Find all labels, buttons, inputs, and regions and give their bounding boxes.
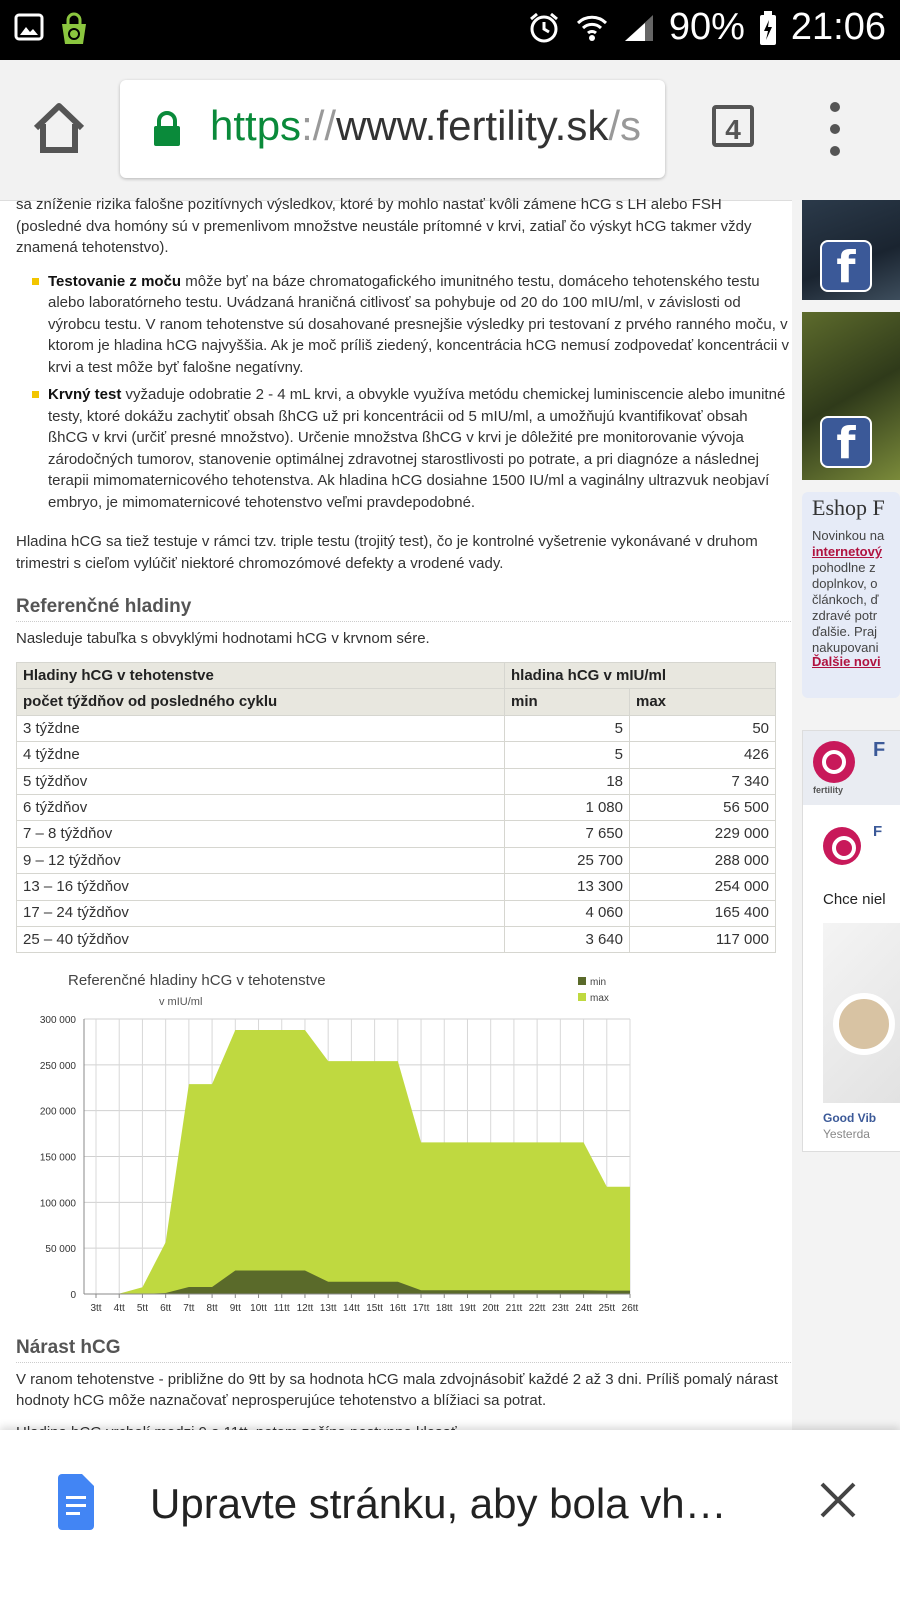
table-cell-max: 229 000 [630, 821, 776, 847]
table-cell-week: 25 – 40 týždňov [17, 926, 505, 952]
intro-paragraph: sa zníženie rizika falošne pozitívnych výsledkov, ktoré by mohlo nastať kvôli zámene hCG s LH alebo FSH (posledné dva homóny sú v premenlivom množstve neustále prítomné v krvi, zatiaľ čo výskyt hCG takmer vždy znamená tehotenstvo). [16, 196, 752, 256]
eshop-more-link[interactable]: Ďalšie novi [812, 654, 881, 669]
fertility-logo-icon[interactable] [823, 827, 861, 865]
x-tick-label: 10tt [250, 1303, 267, 1315]
clock: 21:06 [790, 6, 886, 48]
wifi-icon [575, 13, 609, 43]
table-cell-max: 254 000 [630, 874, 776, 900]
series-area-max [96, 1030, 630, 1294]
shopping-bag-icon [58, 12, 90, 46]
url-text: https://www.fertility.sk/s [210, 102, 641, 149]
logo-text: fertility [813, 785, 844, 795]
x-tick-label: 5tt [136, 1303, 148, 1315]
table-cell-max: 7 340 [630, 768, 776, 794]
table-cell-max: 426 [630, 742, 776, 768]
facebook-icon[interactable]: f [820, 416, 872, 468]
eshop-line: Novinkou na [812, 528, 885, 543]
table-row [17, 926, 776, 952]
table-row [17, 794, 776, 820]
table-row [17, 847, 776, 873]
eshop-line: nakupovani [812, 640, 879, 655]
hcg-chart [16, 967, 656, 1327]
hcg-rise-paragraph: V ranom tehotenstve - približne do 9tt by sa hodnota hCG mala zdvojnásobiť každé 2 až 3 dni. Príliš pomalý nárast hodnoty hCG môže naznačovať neprosperujúce tehotenstvo a blížiaci sa potrat. [16, 1370, 778, 1410]
table-cell-min: 4 060 [505, 900, 630, 926]
facebook-icon[interactable]: f [820, 240, 872, 292]
x-tick-label: 15tt [366, 1303, 383, 1315]
table-cell-max: 288 000 [630, 847, 776, 873]
url-bar[interactable] [120, 80, 665, 178]
table-cell-min: 3 640 [505, 926, 630, 952]
sidebar [792, 200, 900, 1430]
table-row [17, 768, 776, 794]
hcg-table [16, 662, 776, 953]
table-cell-min: 1 080 [505, 794, 630, 820]
y-tick-label: 300 000 [39, 1015, 76, 1027]
x-tick-label: 8tt [206, 1303, 218, 1315]
simplified-view-message[interactable]: Upravte stránku, aby bola vh… [150, 1480, 727, 1527]
table-cell-week: 5 týždňov [17, 768, 505, 794]
alarm-icon [527, 11, 561, 45]
status-bar [0, 0, 900, 60]
x-tick-label: 4tt [113, 1303, 125, 1315]
test-methods-list [16, 271, 791, 514]
table-header: hladina hCG v mIU/ml [505, 663, 776, 689]
x-tick-label: 11tt [273, 1303, 290, 1315]
table-header: Hladiny hCG v tehotenstve [17, 663, 505, 689]
table-cell-max: 165 400 [630, 900, 776, 926]
facebook-widget-header [803, 731, 900, 805]
hcg-area-chart [16, 967, 656, 1327]
table-cell-min: 18 [505, 768, 630, 794]
facebook-widget [802, 730, 900, 1152]
x-tick-label: 21tt [505, 1303, 523, 1315]
table-row [17, 900, 776, 926]
chart-subtitle: v mIU/ml [159, 996, 203, 1009]
eshop-line: pohodlne z [812, 560, 876, 575]
y-tick-label: 0 [70, 1290, 76, 1302]
eshop-line: článkoch, ď [812, 592, 879, 607]
x-tick-label: 26tt [621, 1303, 639, 1315]
table-header: počet týždňov od posledného cyklu [17, 689, 505, 715]
table-cell-week: 7 – 8 týždňov [17, 821, 505, 847]
battery-percent: 90% [668, 6, 745, 48]
eshop-title: Eshop F [812, 495, 885, 520]
list-item: Testovanie z moču môže byť na báze chromatogafického imunitného testu, domáceho tehotenského testu alebo laboratórneho testu. Uvádzaná hraničná citlivosť sa pohybuje od 20 do 100 mIU/ml, v závislosti od výrobcu testu. V ranom tehotenstve sú dosahované presnejšie výsledky pri testovaní z prvého ranného moču, v ktorom je hladina hCG najvyššia. Ak je moč príliš ziedený, koncentrácia hCG nemusí zodpovedať koncentrácii v krvi a test môže byť falošne negatívny. [48, 271, 791, 379]
chart-title: Referenčné hladiny hCG v tehotenstve [68, 972, 326, 990]
x-tick-label: 7tt [183, 1303, 195, 1315]
list-item: Krvný test vyžaduje odobratie 2 - 4 mL krvi, a obvykle využíva metódu chemickej luminiscencie alebo imunitné testy, ktoré dokážu zachytiť obsah ßhCG už pri koncentrácii od 5 mIU/ml, a umožňujú kvantifikovať obsah ßhCG v krvi (určiť presné množstvo). Určenie množstva ßhCG v krvi je dôležité pre monitorovanie vývoja zárodočných tumorov, stanovenie optimálnej zdravotnej starostlivosti po potrate, a pri diagnóze a následnej terapii mimomaternicového tehotenstva. Ak hladina hCG dosiahne 1500 IU/ml a vaginálny ultrazvuk neobjaví embryo, je mimomaternicové tehotenstvo veľmi pravdepodobné. [48, 384, 791, 513]
coffee-cup-icon [833, 993, 895, 1055]
table-row [17, 715, 776, 741]
y-tick-label: 150 000 [39, 1152, 76, 1164]
table-cell-max: 117 000 [630, 926, 776, 952]
legend-swatch-max [578, 993, 586, 1001]
sidebar-photo-1[interactable] [802, 200, 900, 300]
table-cell-min: 5 [505, 715, 630, 741]
x-tick-label: 13tt [319, 1303, 337, 1315]
simplified-view-prompt [0, 1430, 900, 1600]
post-time: Yesterda [823, 1127, 870, 1141]
table-header-max: max [630, 689, 776, 715]
table-cell-min: 5 [505, 742, 630, 768]
table-row [17, 821, 776, 847]
y-tick-label: 100 000 [39, 1198, 76, 1210]
home-icon[interactable] [30, 100, 88, 156]
gallery-icon [14, 12, 44, 42]
fertility-logo-icon[interactable] [813, 741, 855, 783]
x-tick-label: 18tt [435, 1303, 453, 1315]
hcg-rise-heading: Nárast hCG [16, 1337, 791, 1363]
legend-swatch-min [578, 977, 586, 985]
x-tick-label: 17tt [412, 1303, 430, 1315]
table-cell-week: 3 týždne [17, 715, 505, 741]
eshop-line: zdravé potr [812, 608, 878, 623]
x-tick-label: 6tt [160, 1303, 172, 1315]
post-text: Chce niel [823, 891, 886, 908]
x-tick-label: 25tt [598, 1303, 616, 1315]
y-tick-label: 200 000 [39, 1106, 76, 1118]
eshop-link[interactable]: internetový [812, 544, 883, 559]
close-icon[interactable] [818, 1480, 858, 1520]
table-row [17, 874, 776, 900]
x-tick-label: 14tt [343, 1303, 360, 1315]
table-cell-min: 13 300 [505, 874, 630, 900]
table-row [17, 742, 776, 768]
sidebar-photo-2[interactable] [802, 312, 900, 480]
x-tick-label: 3tt [90, 1303, 102, 1315]
x-tick-label: 9tt [229, 1303, 241, 1315]
post-link-title[interactable]: Good Vib [823, 1111, 877, 1125]
table-cell-max: 50 [630, 715, 776, 741]
table-cell-min: 7 650 [505, 821, 630, 847]
eshop-line: doplnkov, o [812, 576, 878, 591]
table-intro: Nasleduje tabuľka s obvyklými hodnotami hCG v krvnom sére. [16, 629, 430, 647]
table-cell-min: 25 700 [505, 847, 630, 873]
x-tick-label: 19tt [459, 1303, 476, 1315]
eshop-line: ďalšie. Praj [812, 624, 878, 639]
signal-icon [623, 13, 655, 43]
battery-icon [759, 11, 777, 45]
table-cell-week: 9 – 12 týždňov [17, 847, 505, 873]
post-image[interactable] [823, 923, 900, 1103]
x-tick-label: 23tt [552, 1303, 569, 1315]
legend-label-max: max [590, 993, 609, 1005]
table-header-min: min [505, 689, 630, 715]
x-tick-label: 24tt [575, 1303, 592, 1315]
article [16, 196, 791, 1443]
browser-toolbar [0, 60, 900, 201]
y-tick-label: 250 000 [39, 1061, 76, 1073]
table-cell-max: 56 500 [630, 794, 776, 820]
reference-levels-heading: Referenčné hladiny [16, 596, 791, 622]
table-cell-week: 13 – 16 týždňov [17, 874, 505, 900]
document-icon [56, 1474, 96, 1530]
post-author[interactable]: F [873, 823, 883, 840]
tab-switcher-button[interactable]: 4 [712, 105, 754, 147]
more-menu-icon[interactable] [828, 102, 842, 156]
x-tick-label: 22tt [528, 1303, 546, 1315]
page-name[interactable]: F [873, 739, 886, 761]
table-cell-week: 4 týždne [17, 742, 505, 768]
eshop-box [802, 492, 900, 698]
x-tick-label: 12tt [296, 1303, 314, 1315]
x-tick-label: 16tt [389, 1303, 407, 1315]
triple-test-paragraph: Hladina hCG sa tiež testuje v rámci tzv. triple testu (trojitý test), čo je kontrolné vyšetrenie vykonávané v druhom trimestri s cieľom vylúčiť niektoré chromozómové defekty a vrodené vady. [16, 533, 758, 572]
x-tick-label: 20tt [482, 1303, 500, 1315]
y-tick-label: 50 000 [45, 1244, 76, 1256]
table-cell-week: 6 týždňov [17, 794, 505, 820]
legend-label-min: min [590, 977, 607, 989]
table-cell-week: 17 – 24 týždňov [17, 900, 505, 926]
lock-icon [152, 110, 182, 148]
